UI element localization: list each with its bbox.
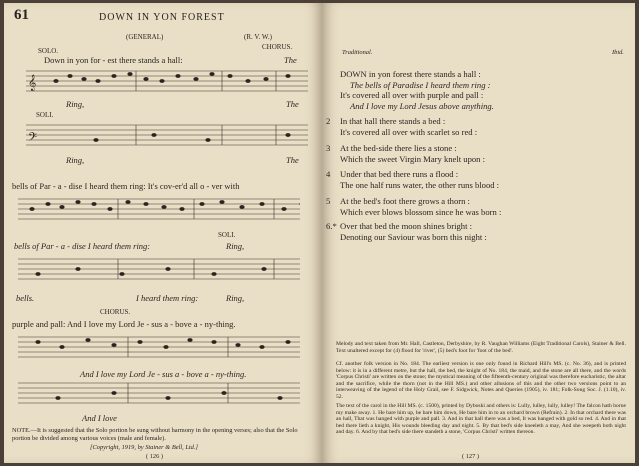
verse-2-line-2: It's covered all over with scarlet so red : [340, 126, 478, 137]
lyric-bells: bells. [16, 293, 35, 303]
copyright: [Copyright, 1919, by Stainer & Bell, Ltd.] [90, 444, 198, 451]
verse-4-line-1: Under that bed there runs a flood : [340, 169, 459, 179]
verse-3-number: 3 [326, 143, 331, 153]
hill-ms-note: The text of the carol in the Hill MS. (c. 1500), printed by Dyboski and others is: Lully, lulley, lully, lulley! The falcon hath borne my make away. 1. He bare him up, he bare him down, He bare him in to an orchard brown (Refrain). 2. In that orchard there was an hall, That was hanged with purple and pall. 3. And in that hall there was a bed, It was hanged with gold so red. 4. And in that bed there lieth a knight, His wounds bleeding day and night. 5. By that bed's side kneeleth a may, And she weepeth both night and day. 6. And by that bed's side there standeth a stone, 'Corpus Christi' written thereon. [336, 403, 626, 436]
lyric-ring-2: Ring, [66, 155, 85, 165]
header-traditional: Traditional. [342, 49, 373, 56]
music-staff-2 [26, 121, 308, 155]
lyric-line-5: And I love my Lord Je - sus a - bove a - ny-thing. [80, 369, 247, 379]
footnote: NOTE.—It is suggested that the Solo portion be sung without harmony in the opening verses; also that the Solo portion be divided among various voices (male and female). [12, 427, 298, 442]
right-page [322, 3, 635, 463]
source-note: Melody and text taken from Mr. Hall, Castleton, Derbyshire, by R. Vaughan Williams (Eight Traditional Carols), Stainer & Bell. Text unaltered except for (4) flood for 'river', (5) bed's foot for 'foot of the bed'. [336, 341, 626, 354]
folio-left: ( 126 ) [146, 453, 164, 460]
chorus-label-2: CHORUS. [100, 308, 131, 316]
svg-text:𝄞: 𝄞 [28, 76, 37, 91]
verse-5 [326, 196, 502, 217]
verse-2 [326, 116, 478, 137]
verse-1-line-2: The bells of Paradise I heard them ring : [350, 79, 491, 90]
subtitle: (GENERAL) [126, 33, 164, 41]
verse-6 [326, 221, 487, 242]
music-staff-5 [18, 331, 300, 365]
music-staff-6 [18, 379, 300, 409]
verse-5-number: 5 [326, 196, 331, 206]
verse-5-line-1: At the bed's foot there grows a thorn : [340, 196, 470, 206]
lyric-ring-3: Ring, [226, 241, 245, 251]
verse-2-line-1: In that hall there stands a bed : [340, 116, 446, 126]
lyric-line-2: bells of Par - a - dise I heard them ring: It's cov-er'd all o - ver with [12, 181, 240, 191]
verse-6-line-1: Over that bed the moon shines bright : [340, 221, 472, 231]
verse-1-line-4: And I love my Lord Jesus above anything. [350, 100, 494, 111]
header-ibid: Ibid. [612, 49, 624, 56]
verse-4-line-2: The one half runs water, the other runs blood : [340, 179, 500, 190]
lyric-line-4: purple and pall: And I love my Lord Je - sus a - bove a - ny-thing. [12, 319, 236, 329]
lyric-line-3: bells of Par - a - dise I heard them ring: [14, 241, 151, 251]
svg-text:𝄢: 𝄢 [28, 132, 38, 147]
music-staff-4 [18, 253, 300, 287]
soli-label: SOLI. [36, 111, 54, 119]
verse-1 [340, 69, 494, 111]
lyric-heard: I heard them ring: [136, 293, 199, 303]
page-title: DOWN IN YON FOREST [99, 12, 225, 23]
soli-label-2: SOLI. [218, 231, 236, 239]
verse-3-line-1: At the bed-side there lies a stone : [340, 143, 457, 153]
lyric-the: The [284, 55, 297, 65]
verse-6-number: 6.* [326, 221, 337, 231]
lyric-line-6: And I love [82, 413, 117, 423]
chorus-label: CHORUS. [262, 43, 293, 51]
verse-6-line-2: Denoting our Saviour was born this night : [340, 231, 487, 242]
verse-4 [326, 169, 500, 190]
folio-right: ( 127 ) [462, 453, 480, 460]
arranger: (R. V. W.) [244, 33, 272, 41]
verse-2-number: 2 [326, 116, 331, 126]
music-staff-1 [26, 67, 308, 97]
verse-3-line-2: Which the sweet Virgin Mary knelt upon : [340, 153, 485, 164]
lyric-the-1: The [286, 99, 299, 109]
solo-label: SOLO. [38, 47, 59, 55]
lyric-the-2: The [286, 155, 299, 165]
verse-3 [326, 143, 485, 164]
commentary-note: Cf. another folk version in No. 184. The earliest version is one only found in Richard Hill's MS. (c. No. 36), and is printed below: it is in a different metre, but the hall, the bed, the knight of No. 184, the maid, and the stone are all there, and the words 'Corpus Christi' are written on the stone; the mystical meaning of the fifteenth-century original was therefore eucharistic, the altar and the sacrifice, while the thorn (not in the Hill MS.) and other allusions of this and the other two versions point to an interweaving of the legend of the Holy Grail, see F. Sidgwick, Notes and Queries (1905), iv. 181; Folk-Song Soc. J. (1.10), iv. 52. [336, 361, 626, 400]
music-staff-3 [18, 193, 300, 227]
verse-4-number: 4 [326, 169, 331, 179]
lyric-ring-1: Ring, [66, 99, 85, 109]
left-page [4, 3, 322, 463]
verse-1-line-1: DOWN in yon forest there stands a hall : [340, 69, 481, 79]
book-spread [4, 3, 635, 463]
verse-5-line-2: Which ever blows blossom since he was born : [340, 206, 502, 217]
page-number: 61 [14, 7, 29, 23]
verse-1-line-3: It's covered all over with purple and pall : [340, 90, 484, 100]
lyric-ring-4: Ring, [226, 293, 245, 303]
lyric-line-1: Down in yon for - est there stands a hall: [44, 55, 183, 65]
